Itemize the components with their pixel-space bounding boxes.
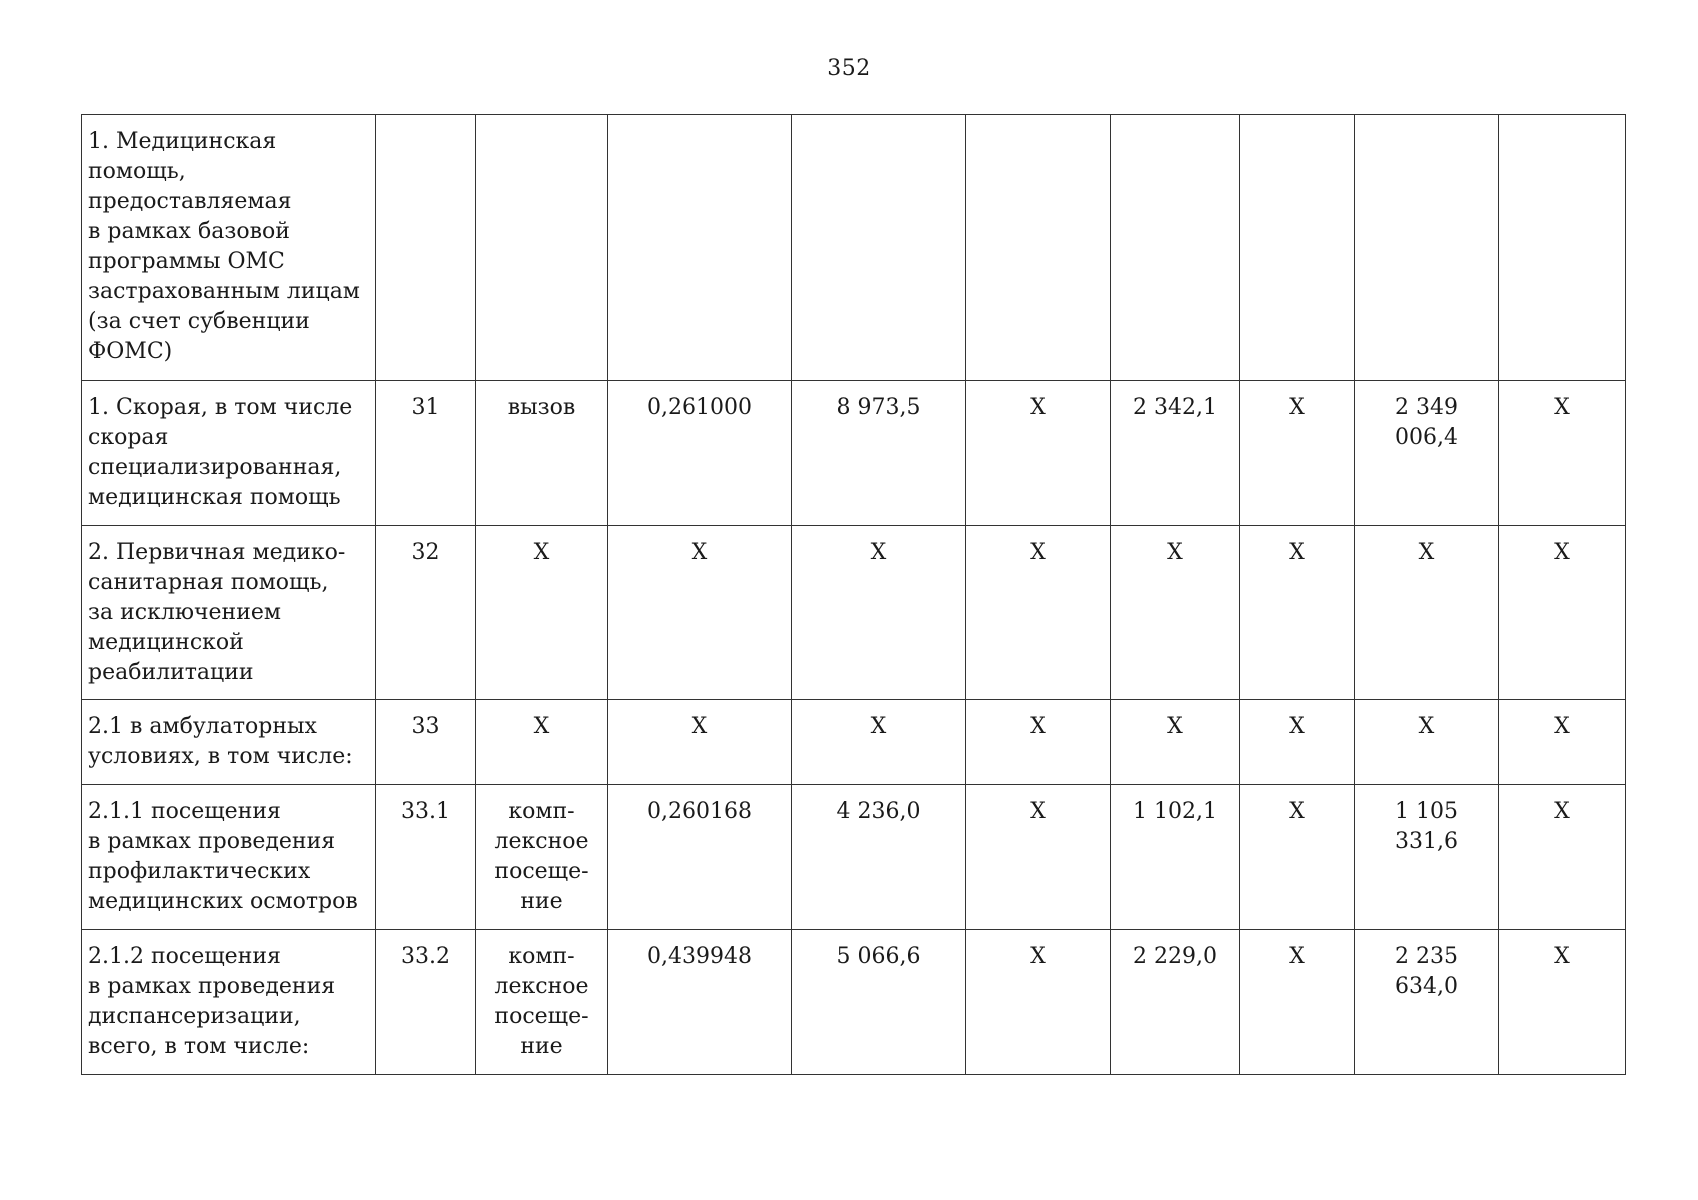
row-code-cell: 32 xyxy=(376,526,476,700)
table-cell: X xyxy=(966,526,1111,700)
table-row xyxy=(82,526,1626,700)
row-name-cell: 2.1.1 посещения в рамках проведения профилактических медицинских осмотров xyxy=(82,785,376,930)
row-code-cell: 31 xyxy=(376,381,476,526)
table-cell: 2 349 006,4 xyxy=(1355,381,1499,526)
table-cell: X xyxy=(1240,930,1355,1075)
table-row xyxy=(82,115,1626,381)
table-cell xyxy=(1240,115,1355,381)
table-cell: 1 105 331,6 xyxy=(1355,785,1499,930)
unit-cell: вызов xyxy=(476,381,608,526)
unit-cell: комп- лексное посеще- ние xyxy=(476,785,608,930)
row-name-cell: 2.1 в амбулаторных условиях, в том числе: xyxy=(82,700,376,785)
table-cell: X xyxy=(966,930,1111,1075)
table-cell: 0,260168 xyxy=(608,785,792,930)
table-cell: X xyxy=(1240,381,1355,526)
row-code-cell: 33 xyxy=(376,700,476,785)
table-body xyxy=(82,115,1626,1075)
table-cell: 2 235 634,0 xyxy=(1355,930,1499,1075)
row-code-cell: 33.2 xyxy=(376,930,476,1075)
table-cell: X xyxy=(1499,785,1626,930)
data-table xyxy=(81,114,1626,1075)
table-cell: X xyxy=(608,700,792,785)
table-cell xyxy=(1355,115,1499,381)
table-row xyxy=(82,785,1626,930)
table-cell: X xyxy=(1499,930,1626,1075)
table-cell: 1 102,1 xyxy=(1111,785,1240,930)
table-cell: X xyxy=(608,526,792,700)
unit-cell: X xyxy=(476,526,608,700)
table-cell xyxy=(966,115,1111,381)
table-cell xyxy=(476,115,608,381)
table-cell: 2 229,0 xyxy=(1111,930,1240,1075)
table-cell: X xyxy=(1355,700,1499,785)
table-cell: X xyxy=(1499,526,1626,700)
unit-cell: комп- лексное посеще- ние xyxy=(476,930,608,1075)
table-cell: 0,261000 xyxy=(608,381,792,526)
unit-cell: X xyxy=(476,700,608,785)
table-cell xyxy=(1499,115,1626,381)
table-cell: 0,439948 xyxy=(608,930,792,1075)
table-row xyxy=(82,381,1626,526)
table-cell xyxy=(376,115,476,381)
table-cell: 8 973,5 xyxy=(792,381,966,526)
row-name-cell: 2. Первичная медико- санитарная помощь, за исключением медицинской реабилитации xyxy=(82,526,376,700)
table-cell: 5 066,6 xyxy=(792,930,966,1075)
table-cell: X xyxy=(966,785,1111,930)
table-cell: X xyxy=(1240,526,1355,700)
row-code-cell: 33.1 xyxy=(376,785,476,930)
table-cell: X xyxy=(1240,785,1355,930)
table-cell xyxy=(1111,115,1240,381)
table-cell xyxy=(792,115,966,381)
table-cell: X xyxy=(792,526,966,700)
table-cell: X xyxy=(1240,700,1355,785)
table-row xyxy=(82,700,1626,785)
table-cell: X xyxy=(1111,700,1240,785)
table-cell xyxy=(608,115,792,381)
table-cell: X xyxy=(1499,381,1626,526)
table-row xyxy=(82,930,1626,1075)
row-name-cell: 1. Скорая, в том числе скорая специализированная, медицинская помощь xyxy=(82,381,376,526)
table-cell: 2 342,1 xyxy=(1111,381,1240,526)
table-cell: X xyxy=(1499,700,1626,785)
table-cell: 4 236,0 xyxy=(792,785,966,930)
table-cell: X xyxy=(966,381,1111,526)
row-name-cell: 2.1.2 посещения в рамках проведения диспансеризации, всего, в том числе: xyxy=(82,930,376,1075)
table-cell: X xyxy=(1111,526,1240,700)
table-cell: X xyxy=(792,700,966,785)
table-cell: X xyxy=(1355,526,1499,700)
page-number: 352 xyxy=(827,56,871,81)
row-name-cell: 1. Медицинская помощь, предоставляемая в рамках базовой программы ОМС застрахованным лицам (за счет субвенции ФОМС) xyxy=(82,115,376,381)
table-cell: X xyxy=(966,700,1111,785)
